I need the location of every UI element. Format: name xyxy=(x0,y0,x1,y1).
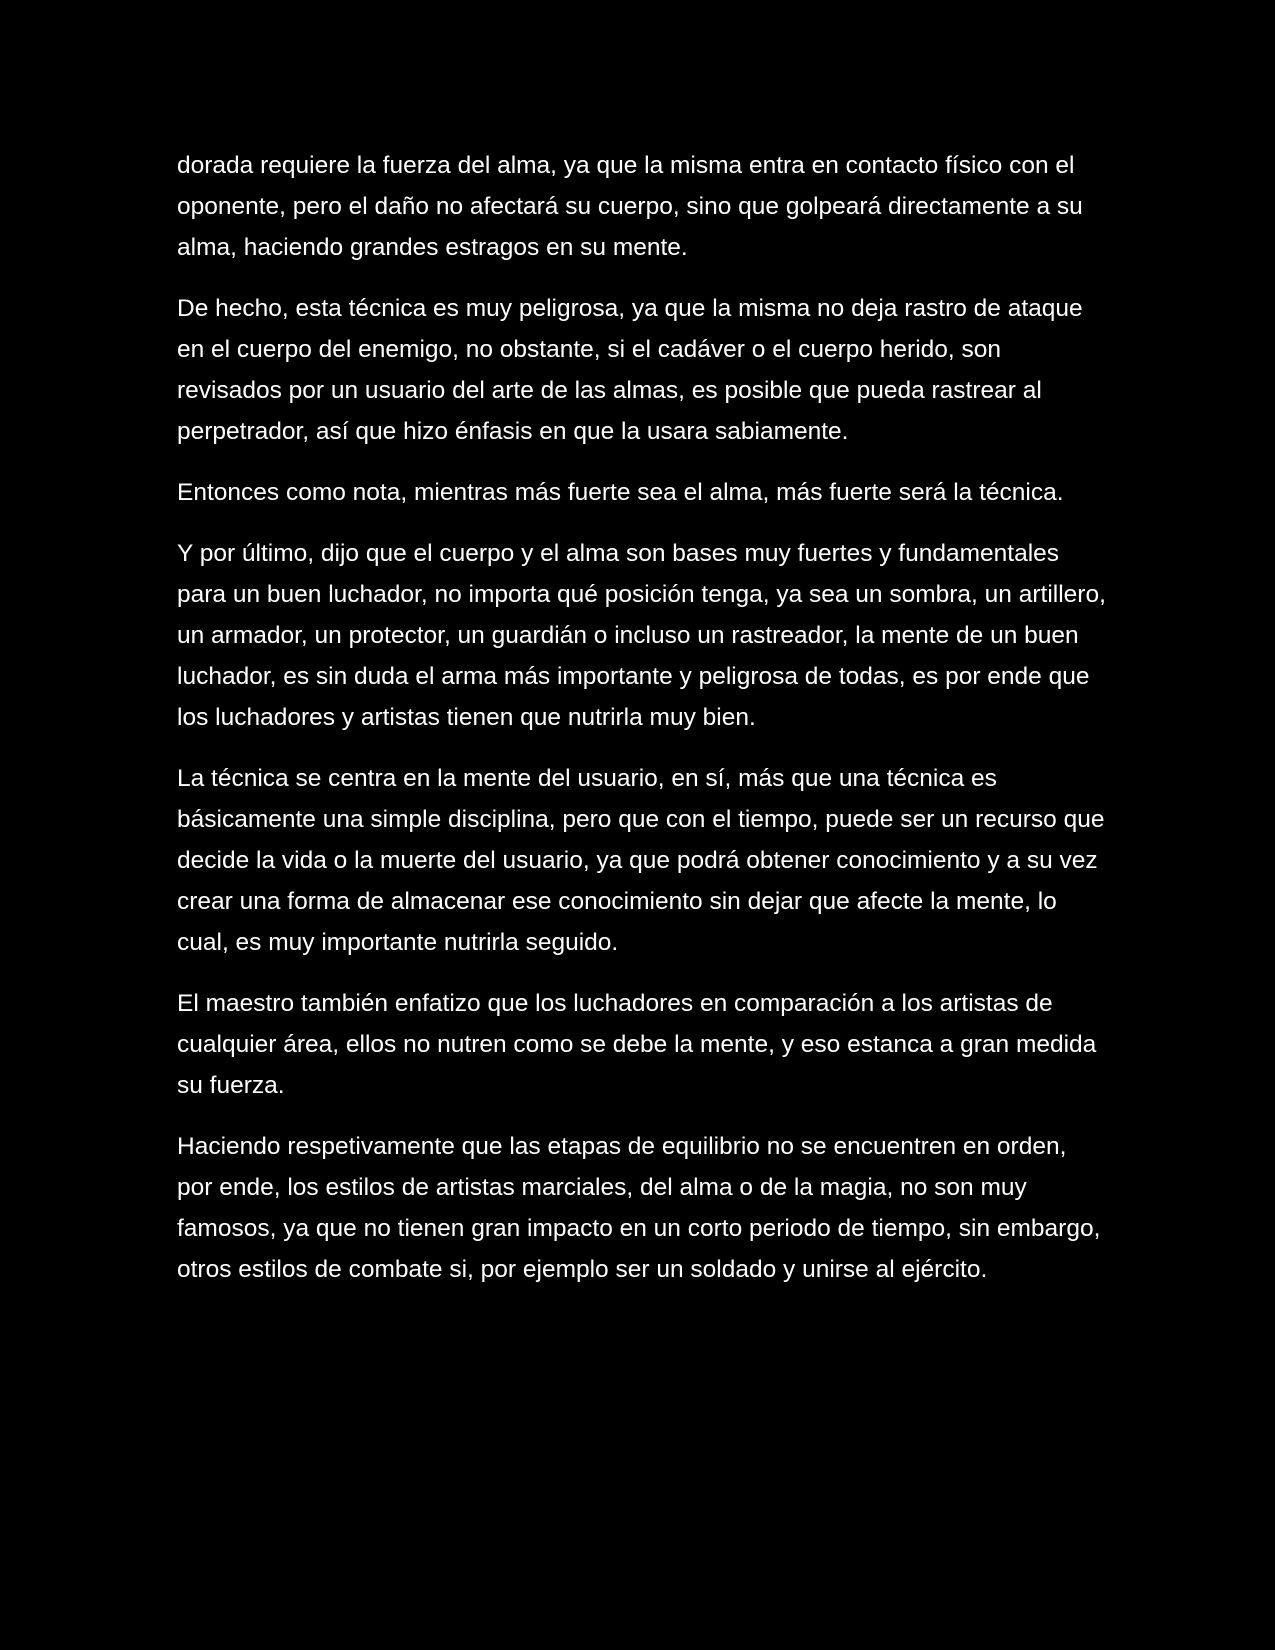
paragraph-1: dorada requiere la fuerza del alma, ya que la misma entra en contacto físico con el oponente, pero el daño no afectará su cuerpo, sino que golpeará directamente a su alma, haciendo grandes estragos en su mente. xyxy=(177,152,1083,261)
paragraph-7: Haciendo respetivamente que las etapas de equilibrio no se encuentren en orden, por ende, los estilos de artistas marciales, del alma o de la magia, no son muy famosos, ya que no tienen gran impacto en un corto periodo de tiempo, sin embargo, otros estilos de combate si, por ejemplo ser un soldado y unirse al ejército. xyxy=(177,1133,1101,1283)
document-body xyxy=(177,145,1107,1310)
paragraph-6: El maestro también enfatizo que los luchadores en comparación a los artistas de cualquier área, ellos no nutren como se debe la mente, y eso estanca a gran medida su fuerza. xyxy=(177,990,1097,1099)
paragraph-5: La técnica se centra en la mente del usuario, en sí, más que una técnica es básicamente una simple disciplina, pero que con el tiempo, puede ser un recurso que decide la vida o la muerte del usuario, ya que podrá obtener conocimiento y a su vez crear una forma de almacenar ese conocimiento sin dejar que afecte la mente, lo cual, es muy importante nutrirla seguido. xyxy=(177,765,1105,956)
paragraph-4: Y por último, dijo que el cuerpo y el alma son bases muy fuertes y fundamentales para un buen luchador, no importa qué posición tenga, ya sea un sombra, un artillero, un armador, un protector, un guardián o incluso un rastreador, la mente de un buen luchador, es sin duda el arma más importante y peligrosa de todas, es por ende que los luchadores y artistas tienen que nutrirla muy bien. xyxy=(177,540,1106,731)
paragraph-2: De hecho, esta técnica es muy peligrosa, ya que la misma no deja rastro de ataque en el cuerpo del enemigo, no obstante, si el cadáver o el cuerpo herido, son revisados por un usuario del arte de las almas, es posible que pueda rastrear al perpetrador, así que hizo énfasis en que la usara sabiamente. xyxy=(177,295,1083,445)
paragraph-3: Entonces como nota, mientras más fuerte sea el alma, más fuerte será la técnica. xyxy=(177,479,1064,506)
